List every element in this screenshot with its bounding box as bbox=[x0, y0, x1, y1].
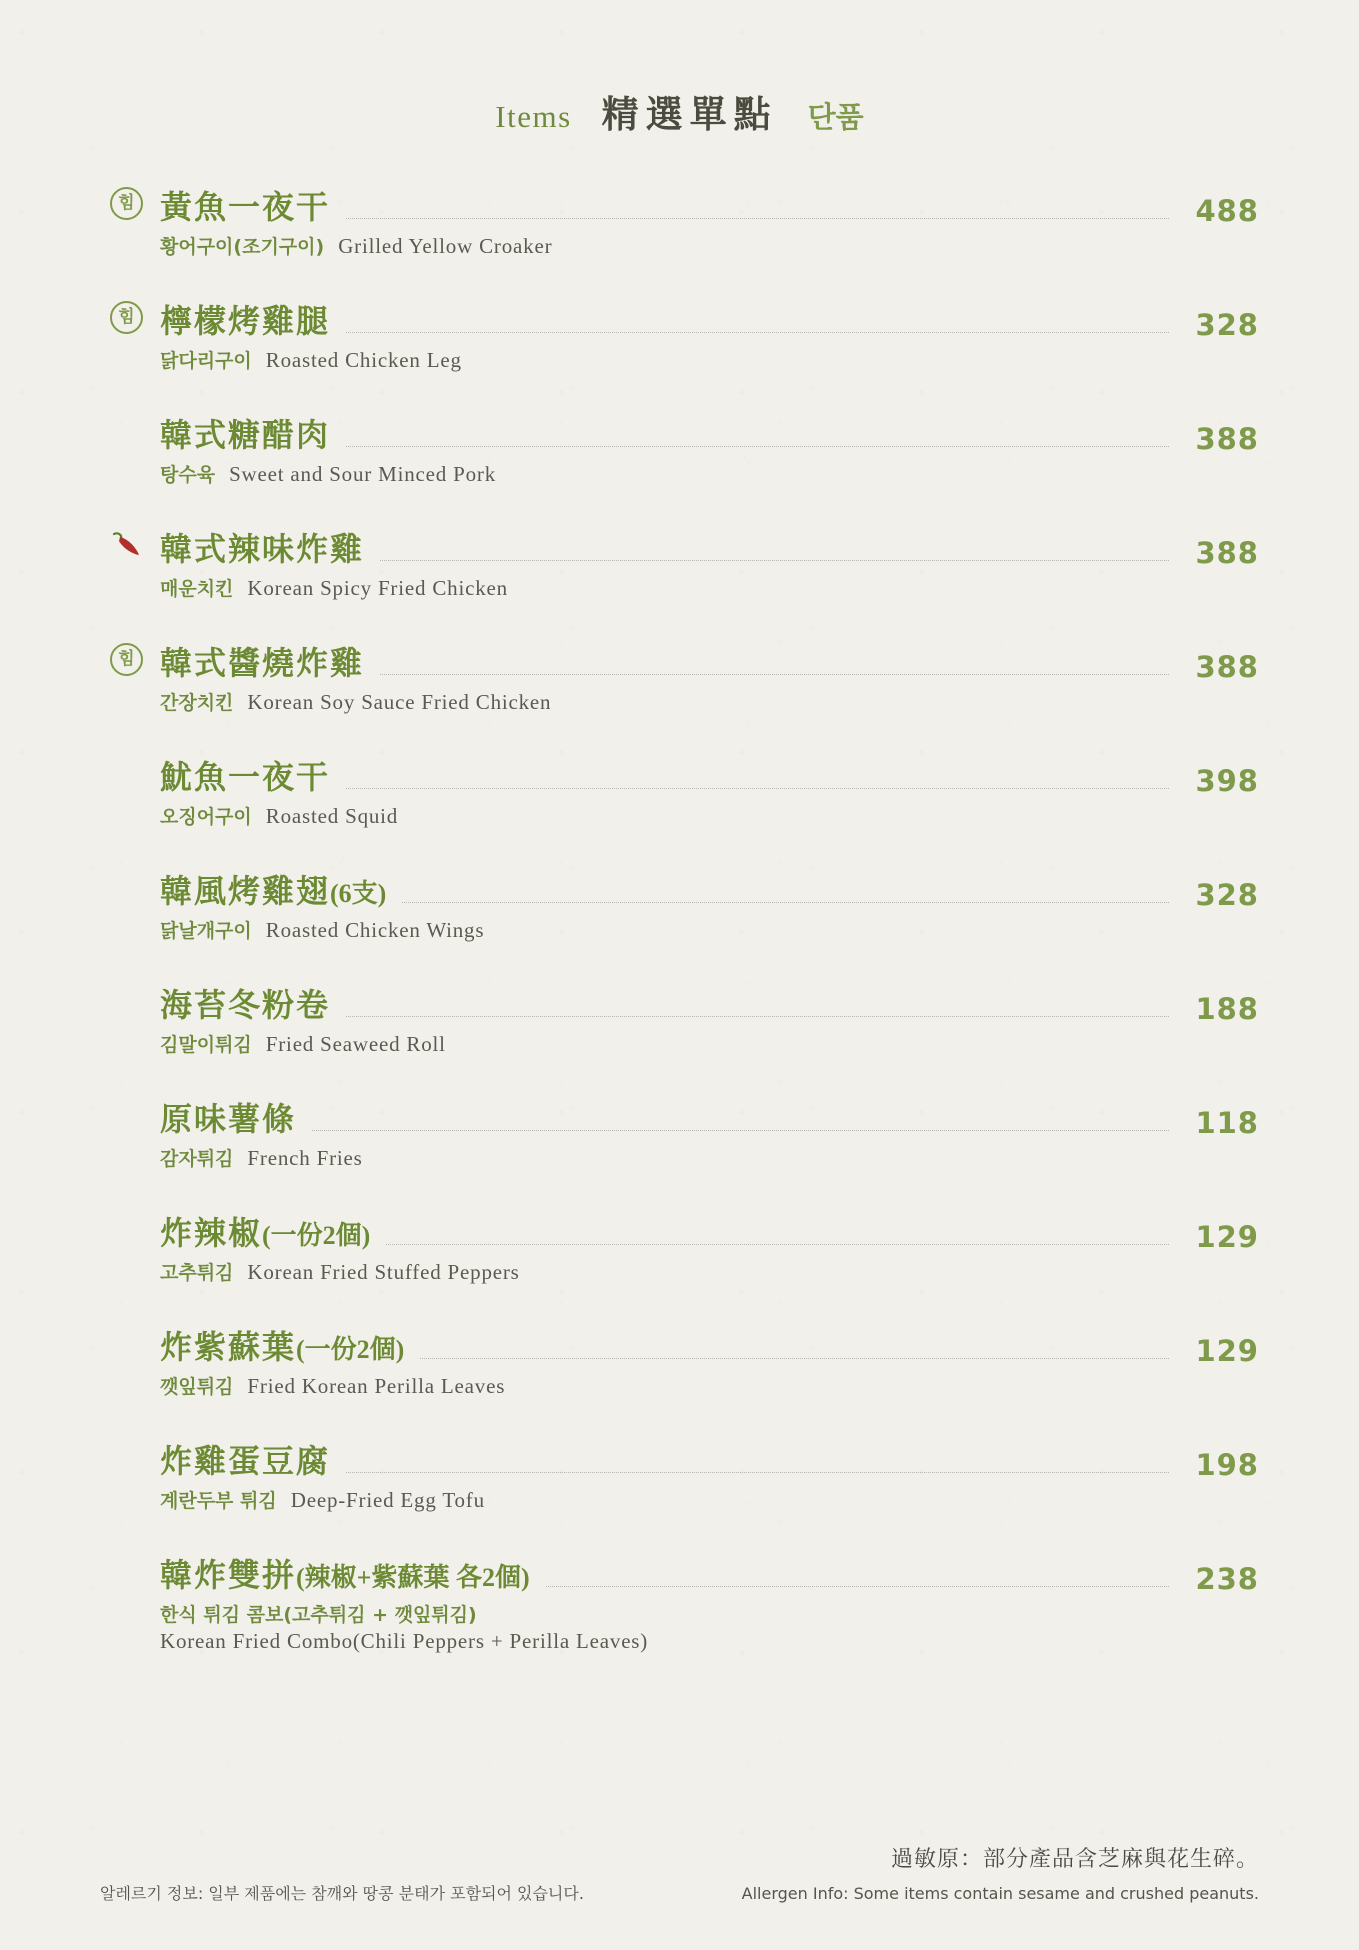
item-name-english: Grilled Yellow Croaker bbox=[338, 234, 553, 258]
menu-item bbox=[100, 1094, 1259, 1171]
item-name-chinese-main: 韓式辣味炸雞 bbox=[160, 531, 365, 567]
item-name-chinese-main: 魷魚一夜干 bbox=[160, 759, 331, 795]
item-price: 198 bbox=[1195, 1448, 1259, 1482]
leader-dots bbox=[346, 1471, 1169, 1473]
leader-dots bbox=[546, 1585, 1169, 1587]
menu-item bbox=[100, 524, 1259, 601]
leader-dots bbox=[420, 1357, 1169, 1359]
recommended-badge-icon: 힘 bbox=[110, 301, 143, 334]
footer-allergen-notice bbox=[100, 1842, 1259, 1904]
item-name-chinese-main: 韓炸雙拼 bbox=[160, 1557, 297, 1593]
item-price: 118 bbox=[1195, 1106, 1259, 1140]
item-name-korean: 닭다리구이 bbox=[160, 350, 252, 372]
item-price: 129 bbox=[1195, 1220, 1259, 1254]
item-name-english: Fried Korean Perilla Leaves bbox=[247, 1374, 506, 1398]
menu-item-subtitle-row bbox=[160, 232, 1259, 259]
item-name-chinese bbox=[160, 1550, 530, 1596]
item-name-chinese bbox=[160, 1322, 404, 1368]
item-name-chinese bbox=[160, 980, 330, 1026]
header-english: Items bbox=[495, 99, 572, 134]
item-name-chinese bbox=[160, 1436, 330, 1482]
menu-item-title-row bbox=[160, 1094, 1259, 1140]
leader-dots bbox=[380, 673, 1169, 675]
menu-item-title-row bbox=[160, 524, 1259, 570]
leader-dots bbox=[386, 1243, 1169, 1245]
item-price: 328 bbox=[1195, 878, 1259, 912]
item-name-chinese bbox=[160, 410, 330, 456]
menu-item-title-row bbox=[160, 752, 1259, 798]
menu-item-title-row bbox=[160, 1550, 1259, 1596]
item-name-korean: 계란두부 튀김 bbox=[160, 1490, 277, 1512]
item-price: 328 bbox=[1195, 308, 1259, 342]
menu-item-title-row bbox=[160, 1436, 1259, 1482]
item-name-korean: 매운치킨 bbox=[160, 578, 234, 600]
item-name-english: Korean Fried Stuffed Peppers bbox=[247, 1260, 520, 1284]
item-name-chinese bbox=[160, 524, 364, 570]
item-name-english: Roasted Squid bbox=[265, 804, 399, 828]
menu-item bbox=[100, 1322, 1259, 1399]
menu-item-subtitle-row bbox=[160, 1144, 1259, 1171]
item-name-korean: 고추튀김 bbox=[160, 1262, 234, 1284]
item-price: 388 bbox=[1195, 650, 1259, 684]
menu-item-subtitle-row bbox=[160, 346, 1259, 373]
item-name-english: Roasted Chicken Leg bbox=[265, 348, 462, 372]
menu-item-title-row bbox=[160, 1208, 1259, 1254]
menu-item bbox=[100, 638, 1259, 715]
leader-dots bbox=[312, 1129, 1169, 1131]
item-name-chinese bbox=[160, 866, 386, 912]
item-name-english: Fried Seaweed Roll bbox=[265, 1032, 446, 1056]
item-name-korean: 한식 튀김 콤보(고추튀김 + 깻잎튀김) bbox=[160, 1604, 477, 1626]
leader-dots bbox=[346, 331, 1169, 333]
item-name-chinese-main: 韓風烤雞翅 bbox=[160, 873, 331, 909]
menu-item-title-row bbox=[160, 1322, 1259, 1368]
menu-item-title-row bbox=[160, 410, 1259, 456]
item-name-chinese bbox=[160, 182, 330, 228]
item-price: 388 bbox=[1195, 422, 1259, 456]
recommended-badge-icon: 힘 bbox=[110, 187, 143, 220]
item-name-chinese-qualifier: (6支) bbox=[330, 879, 387, 908]
recommended-badge-icon: 힘 bbox=[110, 643, 143, 676]
item-name-chinese-main: 炸紫蘇葉 bbox=[160, 1329, 297, 1365]
item-price: 188 bbox=[1195, 992, 1259, 1026]
menu-item-subtitle-row bbox=[160, 460, 1259, 487]
menu-item-title-row bbox=[160, 638, 1259, 684]
menu-item-subtitle-row bbox=[160, 1372, 1259, 1399]
menu-item-subtitle-row bbox=[160, 916, 1259, 943]
leader-dots bbox=[346, 445, 1169, 447]
item-name-chinese-qualifier: (辣椒+紫蘇葉 各2個) bbox=[296, 1563, 530, 1592]
item-name-chinese-main: 炸辣椒 bbox=[160, 1215, 263, 1251]
item-name-english: Sweet and Sour Minced Pork bbox=[229, 462, 496, 486]
header-chinese: 精選單點 bbox=[601, 95, 778, 136]
menu-item bbox=[100, 866, 1259, 943]
item-name-korean: 김말이튀김 bbox=[160, 1034, 252, 1056]
item-name-korean: 감자튀김 bbox=[160, 1148, 234, 1170]
menu-item-list bbox=[100, 182, 1259, 1654]
item-name-chinese bbox=[160, 638, 364, 684]
menu-item bbox=[100, 410, 1259, 487]
menu-header bbox=[100, 0, 1259, 168]
allergen-korean: 알레르기 정보: 일부 제품에는 참깨와 땅콩 분태가 포함되어 있습니다. bbox=[100, 1884, 584, 1903]
item-name-korean: 오징어구이 bbox=[160, 806, 252, 828]
leader-dots bbox=[346, 1015, 1169, 1017]
item-name-english: Korean Soy Sauce Fried Chicken bbox=[247, 690, 552, 714]
chili-pepper-icon bbox=[108, 530, 144, 560]
menu-item-title-row bbox=[160, 866, 1259, 912]
menu-item-subtitle-row bbox=[160, 688, 1259, 715]
item-name-chinese-main: 檸檬烤雞腿 bbox=[160, 303, 331, 339]
item-name-english: French Fries bbox=[247, 1146, 363, 1170]
leader-dots bbox=[346, 217, 1169, 219]
item-price: 488 bbox=[1195, 194, 1259, 228]
menu-item-subtitle-row bbox=[160, 1258, 1259, 1285]
leader-dots bbox=[402, 901, 1169, 903]
item-name-chinese-main: 原味薯條 bbox=[160, 1101, 297, 1137]
item-name-english: Roasted Chicken Wings bbox=[265, 918, 485, 942]
menu-item bbox=[100, 296, 1259, 373]
header-korean: 단품 bbox=[807, 100, 864, 134]
item-name-chinese-main: 黃魚一夜干 bbox=[160, 189, 331, 225]
item-name-english: Korean Fried Combo(Chili Peppers + Perilla Leaves) bbox=[160, 1629, 649, 1653]
item-name-english: Korean Spicy Fried Chicken bbox=[247, 576, 508, 600]
menu-item-title-row bbox=[160, 980, 1259, 1026]
item-price: 388 bbox=[1195, 536, 1259, 570]
item-name-chinese bbox=[160, 1208, 370, 1254]
menu-item-subtitle-row bbox=[160, 1030, 1259, 1057]
item-name-english: Deep-Fried Egg Tofu bbox=[290, 1488, 485, 1512]
item-name-korean: 간장치킨 bbox=[160, 692, 234, 714]
item-price: 398 bbox=[1195, 764, 1259, 798]
item-price: 238 bbox=[1195, 1562, 1259, 1596]
leader-dots bbox=[380, 559, 1169, 561]
item-name-korean: 황어구이(조기구이) bbox=[160, 236, 325, 258]
menu-item bbox=[100, 182, 1259, 259]
menu-item bbox=[100, 1208, 1259, 1285]
menu-item bbox=[100, 1436, 1259, 1513]
menu-item bbox=[100, 752, 1259, 829]
item-name-chinese-main: 海苔冬粉卷 bbox=[160, 987, 331, 1023]
item-name-korean: 닭날개구이 bbox=[160, 920, 252, 942]
menu-item-subtitle-row bbox=[160, 1486, 1259, 1513]
allergen-english: Allergen Info: Some items contain sesame and crushed peanuts. bbox=[741, 1884, 1259, 1903]
item-name-chinese bbox=[160, 296, 330, 342]
item-price: 129 bbox=[1195, 1334, 1259, 1368]
menu-item-subtitle-row bbox=[160, 802, 1259, 829]
allergen-chinese: 過敏原：部分產品含芝麻與花生碎。 bbox=[890, 1846, 1259, 1871]
leader-dots bbox=[346, 787, 1169, 789]
item-name-chinese-qualifier: (一份2個) bbox=[262, 1221, 371, 1250]
menu-item bbox=[100, 980, 1259, 1057]
item-name-chinese-main: 韓式醬燒炸雞 bbox=[160, 645, 365, 681]
item-name-chinese-main: 炸雞蛋豆腐 bbox=[160, 1443, 331, 1479]
menu-item-subtitle-row bbox=[160, 1600, 1259, 1654]
item-name-korean: 탕수육 bbox=[160, 464, 216, 486]
item-name-chinese-main: 韓式糖醋肉 bbox=[160, 417, 331, 453]
item-name-korean: 깻잎튀김 bbox=[160, 1376, 234, 1398]
item-name-chinese bbox=[160, 1094, 296, 1140]
menu-item-title-row bbox=[160, 182, 1259, 228]
menu-item bbox=[100, 1550, 1259, 1654]
menu-item-subtitle-row bbox=[160, 574, 1259, 601]
menu-item-title-row bbox=[160, 296, 1259, 342]
item-name-chinese-qualifier: (一份2個) bbox=[296, 1335, 405, 1364]
item-name-chinese bbox=[160, 752, 330, 798]
